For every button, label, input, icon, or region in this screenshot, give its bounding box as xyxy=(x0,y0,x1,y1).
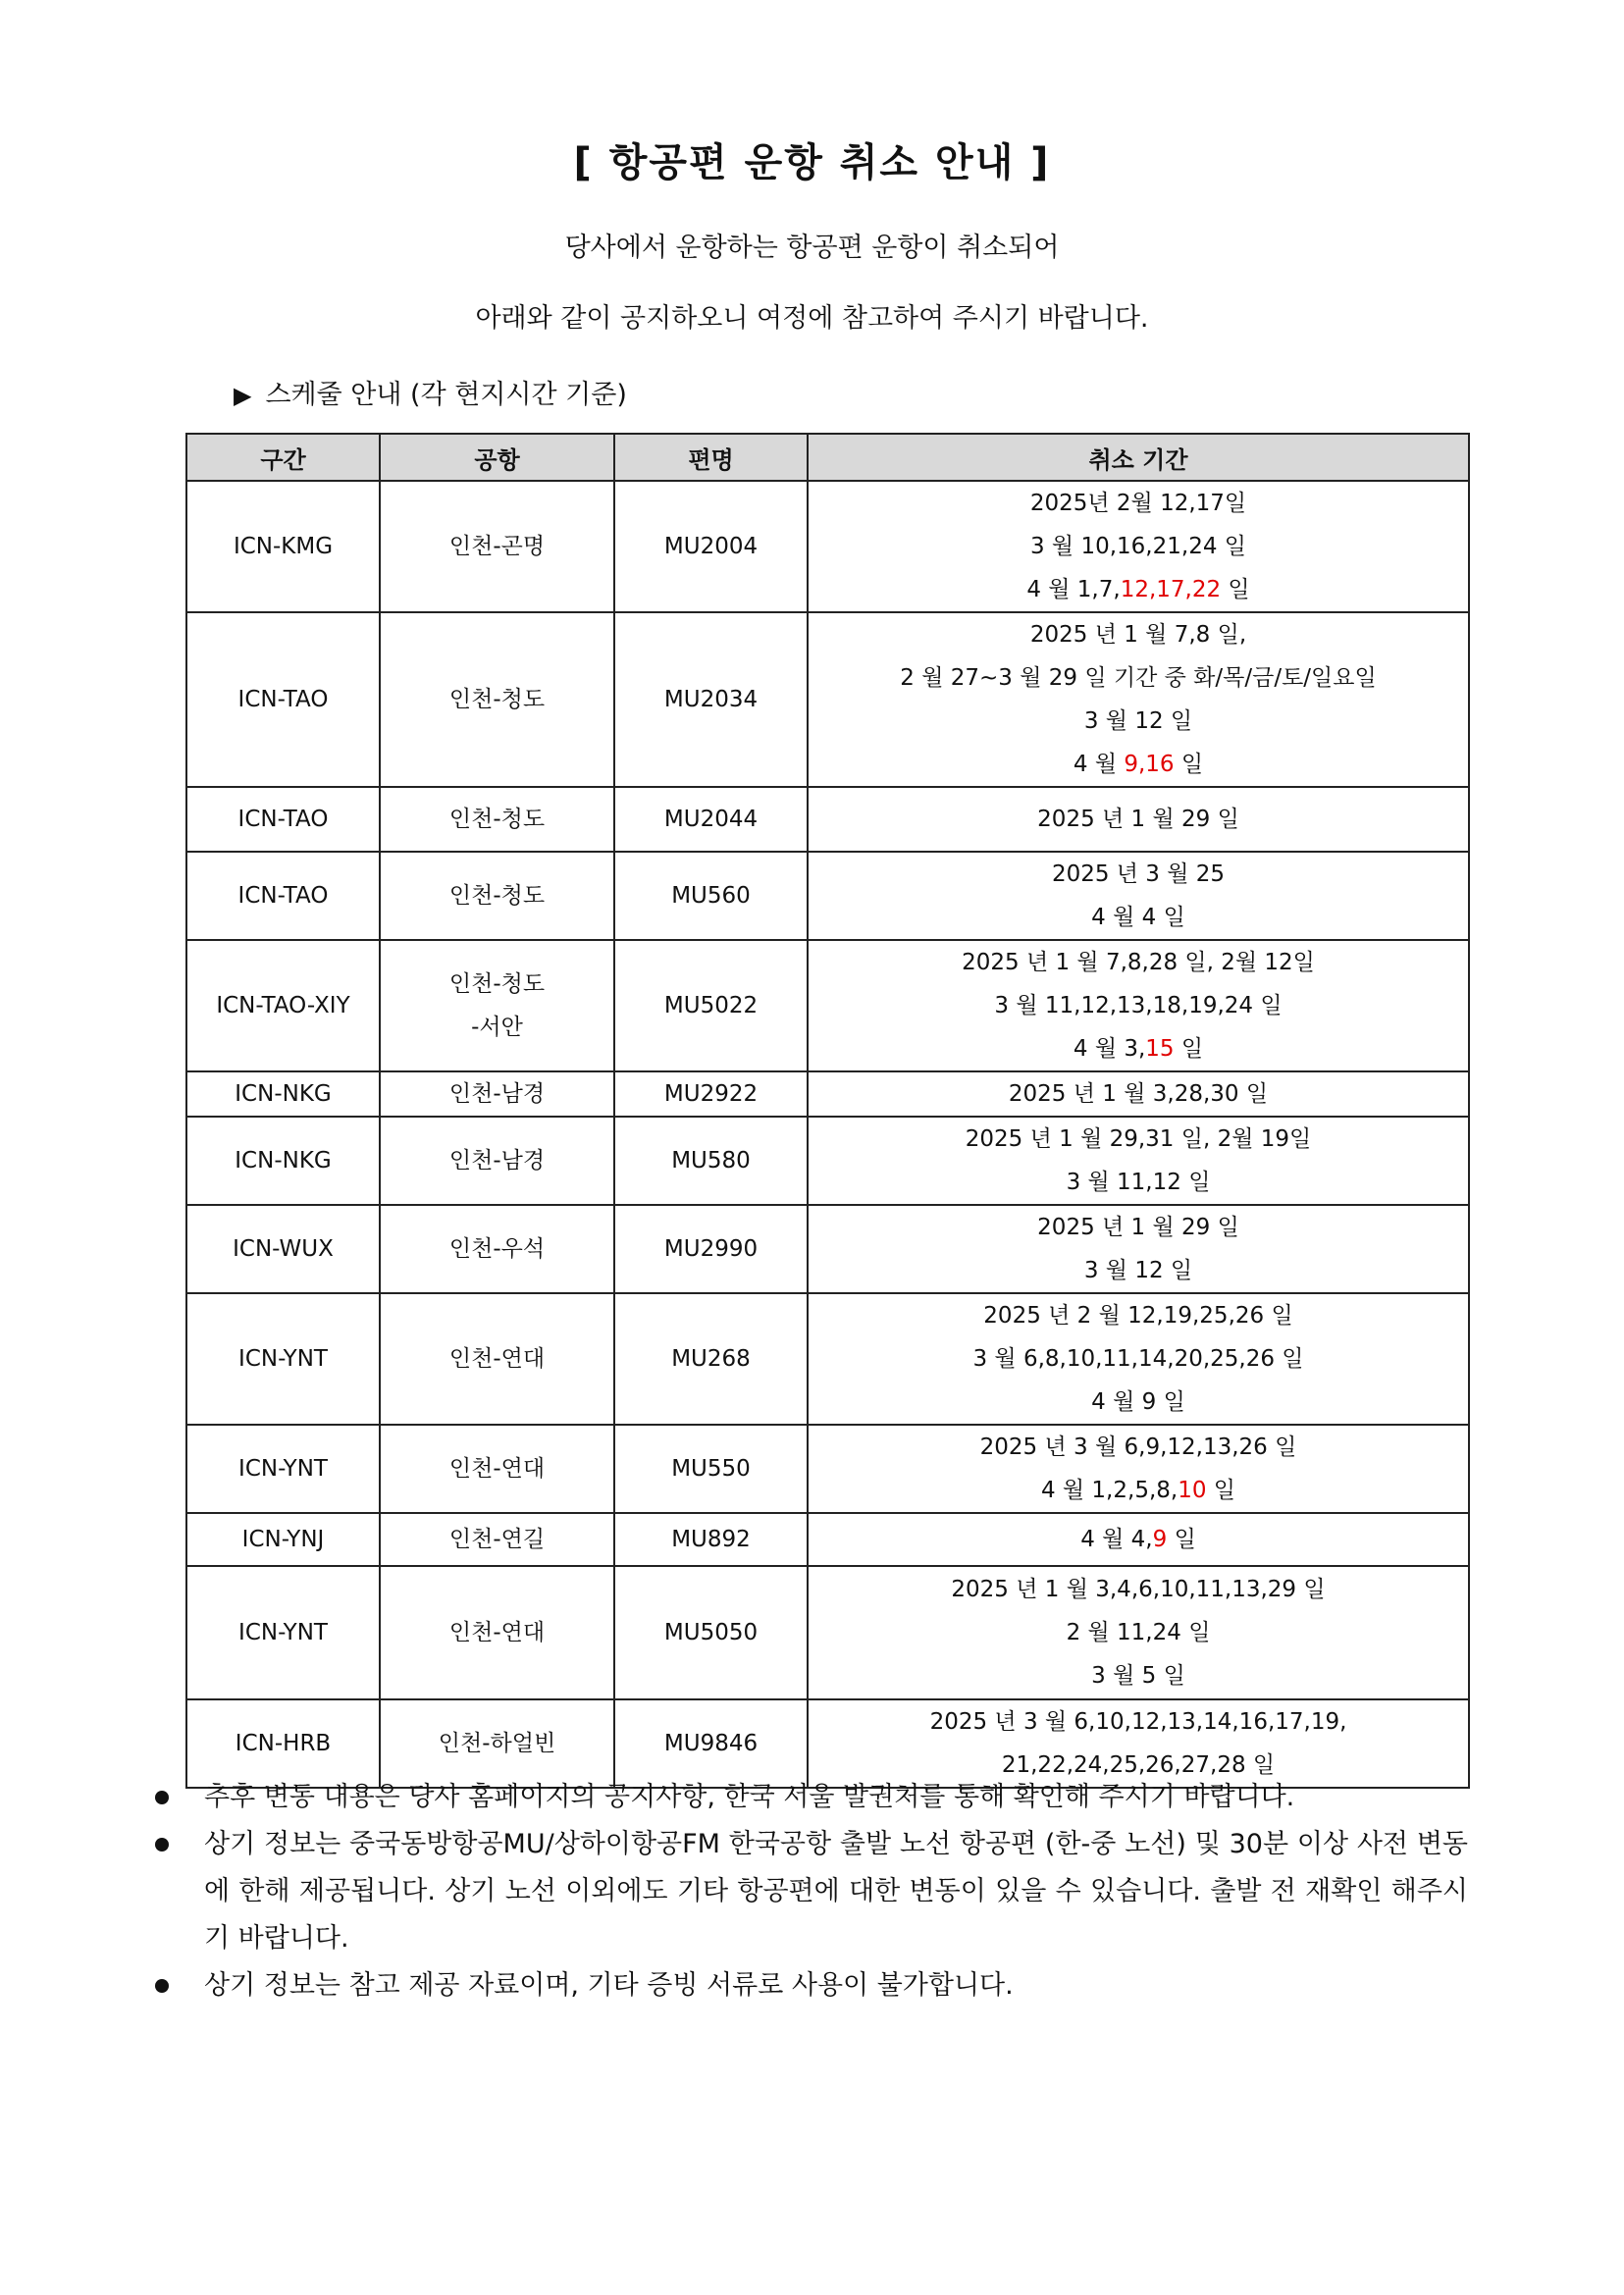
period-line xyxy=(812,1426,1464,1469)
airport-text: 인천-청도 xyxy=(448,687,546,712)
period-text: 2025 년 1 월 7,8 일, xyxy=(1029,622,1247,648)
airport-cell xyxy=(380,1205,614,1293)
table-row xyxy=(186,787,1469,852)
period-line xyxy=(812,1206,1464,1249)
period-line xyxy=(812,525,1464,568)
period-line xyxy=(812,1654,1464,1697)
period-line xyxy=(812,1518,1464,1561)
period-line xyxy=(812,1118,1464,1161)
route-cell: ICN-TAO-XIY xyxy=(186,940,380,1071)
period-line xyxy=(812,1469,1464,1512)
route-cell: ICN-YNT xyxy=(186,1566,380,1699)
period-text: 3 월 11,12 일 xyxy=(1066,1170,1211,1195)
flight-cell: MU892 xyxy=(614,1513,808,1566)
flight-cell: MU2922 xyxy=(614,1071,808,1117)
note-text: 상기 정보는 중국동방항공MU/상하이항공FM 한국공항 출발 노선 항공편 (한-중 노선) 및 30분 이상 사전 변동에 한해 제공됩니다. 상기 노선 이외에도 기타 항공편에 대한 변동이 있을 수 있습니다. 출발 전 재확인 해주시기 바랍니다. xyxy=(204,1829,1468,1954)
period-line xyxy=(812,613,1464,656)
airport-text: 인천-청도 xyxy=(448,971,546,997)
period-text: 2025 년 1 월 29 일 xyxy=(1037,1215,1239,1240)
period-text: 2 월 11,24 일 xyxy=(1066,1620,1211,1645)
period-text: 3 월 6,8,10,11,14,20,25,26 일 xyxy=(972,1346,1304,1372)
period-line xyxy=(812,1161,1464,1204)
period-text: 2025 년 3 월 6,10,12,13,14,16,17,19, xyxy=(929,1709,1347,1735)
period-text: 3 월 12 일 xyxy=(1083,1258,1193,1283)
note-item xyxy=(147,1774,1468,1821)
cancel-period-cell xyxy=(808,940,1469,1071)
flight-cell: MU550 xyxy=(614,1425,808,1513)
table-row xyxy=(186,1513,1469,1566)
period-text: 4 월 xyxy=(1073,752,1125,777)
flight-cell: MU2044 xyxy=(614,787,808,852)
period-line xyxy=(812,1027,1464,1070)
period-line xyxy=(812,984,1464,1027)
route-cell: ICN-TAO xyxy=(186,787,380,852)
airport-cell xyxy=(380,1117,614,1205)
route-cell: ICN-HRB xyxy=(186,1699,380,1788)
period-line xyxy=(812,700,1464,743)
note-item xyxy=(147,1962,1468,2009)
intro-line-2: 아래와 같이 공지하오니 여정에 참고하여 주시기 바랍니다. xyxy=(475,303,1149,334)
header-flight: 편명 xyxy=(614,434,808,481)
bullet-icon xyxy=(155,1791,169,1804)
airport-cell xyxy=(380,481,614,612)
airport-text: 인천-하얼빈 xyxy=(438,1731,556,1756)
period-text: 3 월 12 일 xyxy=(1083,708,1193,734)
highlighted-date: 10 xyxy=(1178,1478,1207,1503)
table-row xyxy=(186,1425,1469,1513)
period-text: 2025 년 1 월 7,8,28 일, 2월 12일 xyxy=(962,950,1315,975)
table-row xyxy=(186,1293,1469,1425)
airport-cell xyxy=(380,1071,614,1117)
airport-text: 인천-우석 xyxy=(448,1236,546,1262)
cancel-period-cell xyxy=(808,852,1469,940)
flight-cell: MU5022 xyxy=(614,940,808,1071)
cancel-period-cell xyxy=(808,1425,1469,1513)
flight-cell: MU560 xyxy=(614,852,808,940)
period-text: 4 월 3, xyxy=(1073,1036,1146,1062)
airport-text: 인천-연대 xyxy=(448,1346,546,1372)
route-cell: ICN-NKG xyxy=(186,1071,380,1117)
period-text: 2025 년 3 월 25 xyxy=(1051,861,1226,887)
airport-cell xyxy=(380,940,614,1071)
period-text: 2025 년 1 월 3,28,30 일 xyxy=(1008,1081,1269,1107)
flight-cell: MU2034 xyxy=(614,612,808,787)
period-line xyxy=(812,853,1464,896)
table-row xyxy=(186,1117,1469,1205)
route-cell: ICN-YNJ xyxy=(186,1513,380,1566)
cancel-period-cell xyxy=(808,1566,1469,1699)
period-text: 일 xyxy=(1174,1036,1204,1062)
period-line xyxy=(812,1568,1464,1611)
flight-cell: MU9846 xyxy=(614,1699,808,1788)
airport-cell xyxy=(380,852,614,940)
period-line xyxy=(812,1072,1464,1116)
route-cell: ICN-YNT xyxy=(186,1293,380,1425)
header-cancel-period: 취소 기간 xyxy=(808,434,1469,481)
airport-text: 인천-남경 xyxy=(448,1148,546,1174)
flight-cell: MU5050 xyxy=(614,1566,808,1699)
period-text: 21,22,24,25,26,27,28 일 xyxy=(1001,1752,1276,1778)
period-line xyxy=(812,1294,1464,1337)
period-line xyxy=(812,1337,1464,1381)
table-row xyxy=(186,852,1469,940)
airport-cell xyxy=(380,787,614,852)
period-text: 2025 년 3 월 6,9,12,13,26 일 xyxy=(979,1434,1297,1460)
airport-text: 인천-청도 xyxy=(448,883,546,909)
period-text: 3 월 5 일 xyxy=(1091,1663,1185,1689)
cancel-period-cell xyxy=(808,1513,1469,1566)
bullet-icon xyxy=(155,1838,169,1852)
period-line xyxy=(812,1700,1464,1744)
header-airport: 공항 xyxy=(380,434,614,481)
period-line xyxy=(812,798,1464,841)
airport-text: 인천-연길 xyxy=(448,1527,546,1552)
period-text: 4 월 9 일 xyxy=(1091,1389,1185,1415)
period-line xyxy=(812,568,1464,611)
bullet-icon xyxy=(155,1979,169,1993)
period-text: 일 xyxy=(1167,1527,1196,1552)
period-text: 2025 년 1 월 29 일 xyxy=(1037,807,1239,832)
period-line xyxy=(812,656,1464,700)
period-text: 2025 년 1 월 3,4,6,10,11,13,29 일 xyxy=(951,1577,1326,1602)
airport-text: -서안 xyxy=(471,1015,523,1040)
airport-text: 인천-연대 xyxy=(448,1456,546,1482)
airport-cell xyxy=(380,1513,614,1566)
table-row xyxy=(186,940,1469,1071)
triangle-right-icon: ▶ xyxy=(234,382,252,409)
note-text: 상기 정보는 참고 제공 자료이며, 기타 증빙 서류로 사용이 불가합니다. xyxy=(204,1970,1014,2001)
period-text: 4 월 4 일 xyxy=(1091,905,1185,930)
period-text: 2025년 2월 12,17일 xyxy=(1029,491,1247,516)
period-line xyxy=(812,1381,1464,1424)
schedule-heading-text: 스케줄 안내 (각 현지시간 기준) xyxy=(265,380,627,410)
airport-text: 인천-남경 xyxy=(448,1081,546,1107)
notes-list xyxy=(147,1774,1468,2009)
period-line xyxy=(812,1611,1464,1654)
highlighted-date: 9 xyxy=(1152,1527,1168,1552)
highlighted-date: 9,16 xyxy=(1124,752,1175,777)
cancel-period-cell xyxy=(808,1117,1469,1205)
airport-text: 인천-연대 xyxy=(448,1620,546,1645)
period-text: 3 월 11,12,13,18,19,24 일 xyxy=(994,993,1283,1018)
note-text: 추후 변동 내용은 당사 홈페이지의 공지사항, 한국 서울 발권처를 통해 확인해 주시기 바랍니다. xyxy=(204,1782,1295,1812)
period-line xyxy=(812,896,1464,939)
period-text: 2025 년 1 월 29,31 일, 2월 19일 xyxy=(965,1126,1312,1152)
cancellation-table xyxy=(185,433,1470,1789)
cancel-period-cell xyxy=(808,1205,1469,1293)
route-cell: ICN-TAO xyxy=(186,612,380,787)
period-text: 일 xyxy=(1174,752,1204,777)
flight-cell: MU268 xyxy=(614,1293,808,1425)
page-title: [ 항공편 운항 취소 안내 ] xyxy=(573,140,1051,185)
route-cell: ICN-KMG xyxy=(186,481,380,612)
flight-cell: MU580 xyxy=(614,1117,808,1205)
highlighted-date: 15 xyxy=(1145,1036,1175,1062)
cancel-period-cell xyxy=(808,787,1469,852)
table-row xyxy=(186,1205,1469,1293)
period-line xyxy=(812,482,1464,525)
table-row xyxy=(186,612,1469,787)
cancel-period-cell xyxy=(808,1071,1469,1117)
period-line xyxy=(812,941,1464,984)
schedule-heading xyxy=(234,373,627,411)
table-row xyxy=(186,481,1469,612)
period-line xyxy=(812,743,1464,786)
table-row xyxy=(186,1566,1469,1699)
period-text: 4 월 4, xyxy=(1080,1527,1153,1552)
route-cell: ICN-WUX xyxy=(186,1205,380,1293)
period-text: 일 xyxy=(1206,1478,1236,1503)
cancel-period-cell xyxy=(808,481,1469,612)
period-text: 4 월 1,2,5,8, xyxy=(1040,1478,1179,1503)
flight-cell: MU2004 xyxy=(614,481,808,612)
table-header-row xyxy=(186,434,1469,481)
route-cell: ICN-TAO xyxy=(186,852,380,940)
highlighted-date: 12,17,22 xyxy=(1120,577,1222,602)
route-cell: ICN-NKG xyxy=(186,1117,380,1205)
note-item xyxy=(147,1821,1468,1962)
header-route: 구간 xyxy=(186,434,380,481)
period-text: 4 월 1,7, xyxy=(1026,577,1121,602)
period-text: 2 월 27~3 월 29 일 기간 중 화/목/금/토/일요일 xyxy=(900,665,1377,691)
table-body xyxy=(186,481,1469,1788)
airport-cell xyxy=(380,1425,614,1513)
airport-cell xyxy=(380,1293,614,1425)
airport-text: 인천-곤명 xyxy=(448,534,546,559)
period-text: 2025 년 2 월 12,19,25,26 일 xyxy=(983,1303,1293,1329)
cancel-period-cell xyxy=(808,1293,1469,1425)
airport-cell xyxy=(380,1566,614,1699)
airport-text: 인천-청도 xyxy=(448,807,546,832)
flight-cell: MU2990 xyxy=(614,1205,808,1293)
period-line xyxy=(812,1249,1464,1292)
period-text: 일 xyxy=(1221,577,1250,602)
cancel-period-cell xyxy=(808,612,1469,787)
intro-line-1: 당사에서 운항하는 항공편 운항이 취소되어 xyxy=(564,233,1060,263)
table-row xyxy=(186,1071,1469,1117)
airport-cell xyxy=(380,612,614,787)
route-cell: ICN-YNT xyxy=(186,1425,380,1513)
period-text: 3 월 10,16,21,24 일 xyxy=(1029,534,1246,559)
